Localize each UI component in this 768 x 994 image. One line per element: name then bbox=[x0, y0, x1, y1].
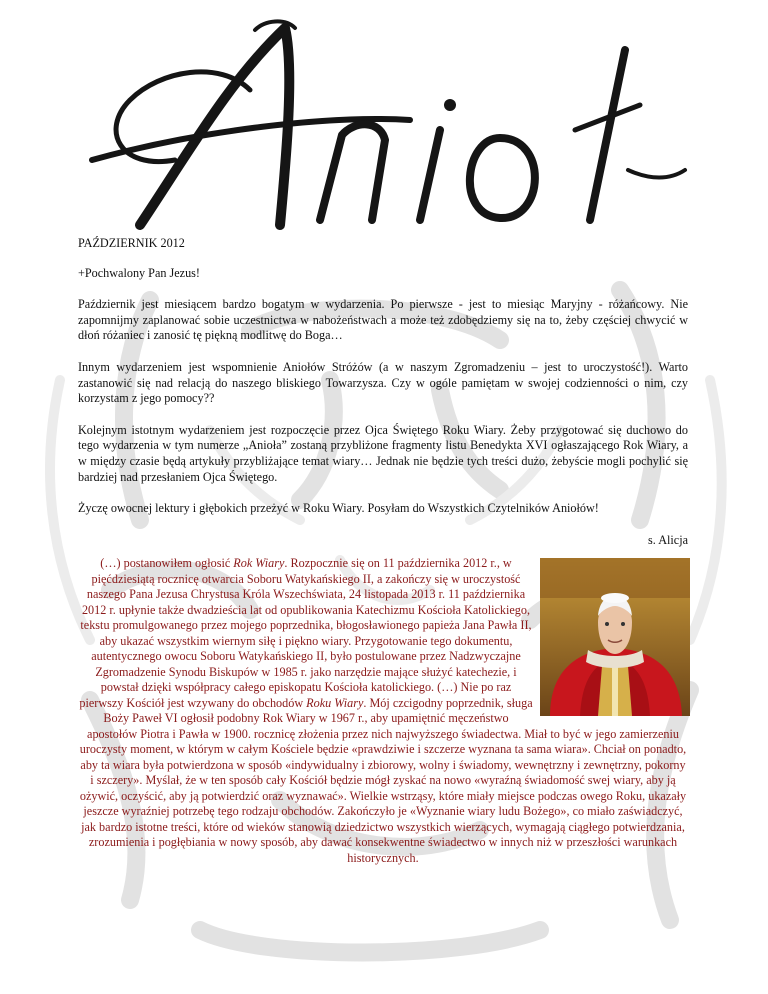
quote-block bbox=[78, 556, 688, 866]
paragraph-wishes: Życzę owocnej lektury i głębokich przeżyć w Roku Wiary. Posyłam do Wszystkich Czytelników Aniołów! bbox=[78, 501, 599, 516]
quote-part-1: (…) postanowiłem ogłosić bbox=[100, 556, 234, 570]
pope-portrait-photo bbox=[540, 558, 690, 716]
issue-date: PAŹDZIERNIK 2012 bbox=[78, 236, 185, 250]
paragraph-guardian-angels: Innym wydarzeniem jest wspomnienie Aniołów Stróżów (a w naszym Zgromadzeniu – jest to uroczystość!). Warto zastanowić się nad relacją do naszego bliskiego Towarzysza. Czy w ogóle pamiętam w swojej codzienności o nim, czy korzystam z jego pomocy?? bbox=[78, 359, 688, 406]
pope-portrait-photo-image bbox=[540, 558, 690, 716]
quote-part-3: . Mój czcigodny poprzednik, sługa Boży Paweł VI ogłosił podobny Rok Wiary w 1967 r., aby upamiętnić męczeństwo apostołów Piotra i Pawła w 1900. rocznicę złożenia przez nich najwyższego świadectwa. Miał to być w jego zamierzeniu uroczysty moment, w którym w całym Kościele będzie «prawdziwie i szczerze wyznana ta sama wiara». Chciał on ponadto, aby ta wiara była potwierdzona w sposób «indywidualny i zbiorowy, wolny i świadomy, wewnętrzny i zewnętrzny, pokorny i szczery». Myślał, że w ten sposób cały Kościół będzie mógł zyskać na nowo «wyraźną świadomość swej wiary, aby ją ożywić, oczyścić, aby ją potwierdzić oraz wyznawać». Wielkie wstrząsy, które miały miejsce podczas owego Roku, ukazały jeszcze wyraźniej potrzebę tego rodzaju obchodów. Zakończyło je «Wyznanie wiary ludu Bożego», co miało zaświadczyć, jak bardzo istotne treści, które od wieków stanowią dziedzictwo wszystkich wierzących, wymagają ciągłego potwierdzania, zrozumienia i pogłębiania w nowy sposób, aby dawać konsekwentne świadectwo w innych niż w przeszłości warunkach historycznych. bbox=[79, 695, 687, 865]
signature: s. Alicja bbox=[648, 532, 688, 547]
letter bbox=[78, 236, 688, 558]
quote-italic-roku-wiary: Roku Wiary bbox=[306, 695, 364, 710]
greeting: +Pochwalony Pan Jezus! bbox=[78, 265, 200, 280]
paragraph-year-of-faith: Kolejnym istotnym wydarzeniem jest rozpoczęcie przez Ojca Świętego Roku Wiary. Żeby przygotować się duchowo do tego wydarzenia w tym numerze „Anioła” zostaną przybliżone fragmenty listu Benedykta XVI ogłaszającego Rok Wiary, a w między czasie będą artykuły przybliżające temat wiary… Jednak nie będzie tych treści dużo, żebyście mogli pochylić się bardziej nad przesłaniem Ojca Świętego. bbox=[78, 422, 688, 484]
quote-part-2: . Rozpocznie się on 11 października 2012 r., w pięćdziesiątą rocznicę otwarcia Soboru Watykańskiego II, a zakończy się w uroczystość naszego Pana Jezusa Chrystusa Króla Wszechświata, 24 listopada 2013 r. 11 października 2012 r. upłynie także dwadzieścia lat od opublikowania Katechizmu Kościoła Katolickiego, tekstu promulgowanego przez mojego poprzednika, błogosławionego papieża Jana Pawła II, aby ukazać wszystkim wiernym siłę i piękno wiary. Przygotowanie tego dokumentu, autentycznego owocu Soboru Watykańskiego II, było postulowane przez Nadzwyczajne Zgromadzenie Synodu Biskupów w 1985 r. jako narzędzie mające służyć katechezie, i powstał dzięki współpracy całego episkopatu Kościoła katolickiego. (…) Nie po raz pierwszy Kościół jest wzywany do obchodów bbox=[79, 556, 532, 710]
masthead-logo bbox=[80, 10, 700, 235]
paragraph-rosary-month: Październik jest miesiącem bardzo bogatym w wydarzenia. Po pierwsze - jest to miesiąc Maryjny - różańcowy. Nie zapomnijmy zaplanować sobie uczestnictwa w nabożeństwach a może też zdobędziemy się na to, żeby częściej chwycić w dłoń różaniec i zanosić tę piękną modlitwę do Boga… bbox=[78, 297, 688, 343]
script-wordmark bbox=[80, 10, 700, 235]
quote-italic-rok-wiary: Rok Wiary bbox=[233, 556, 285, 570]
